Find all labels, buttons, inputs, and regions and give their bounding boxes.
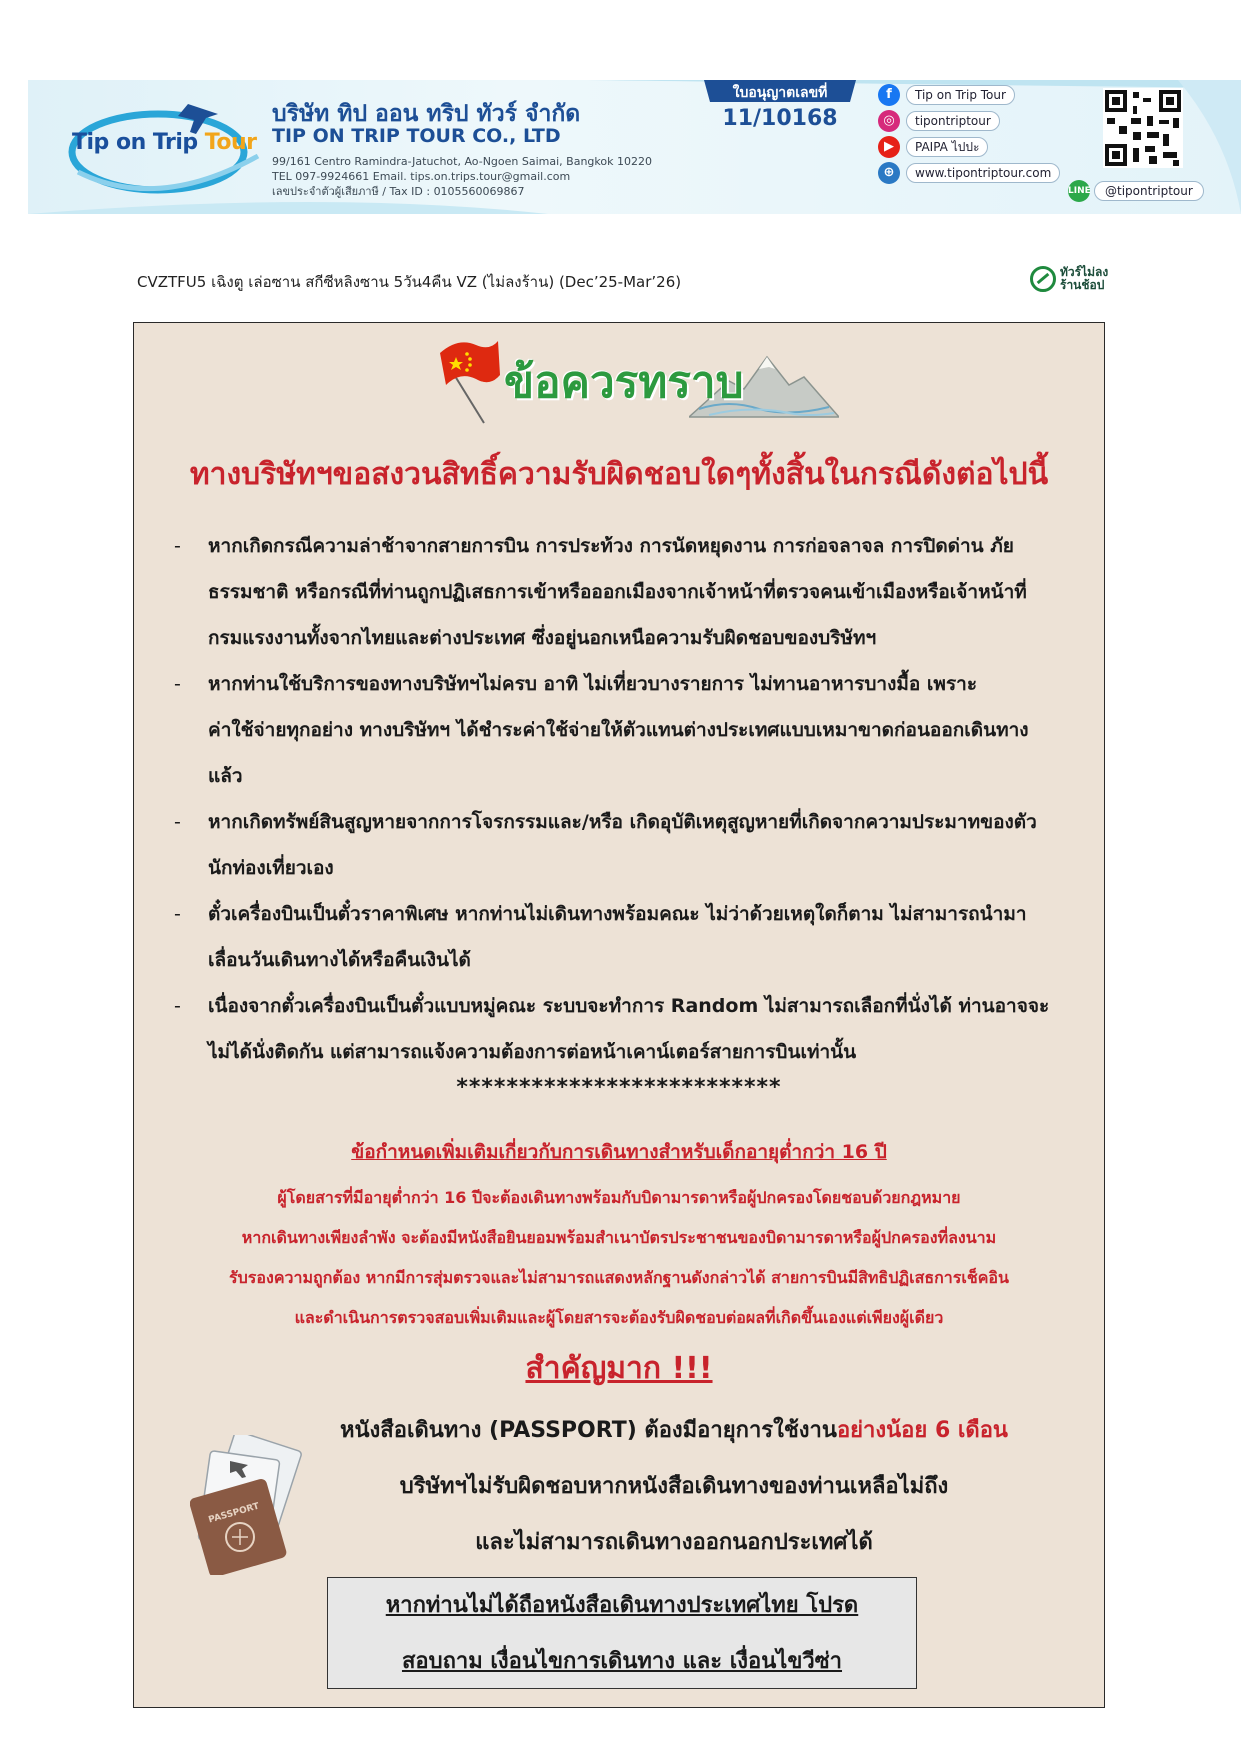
minor-requirements-title: ข้อกำหนดเพิ่มเติมเกี่ยวกับการเดินทางสำหรับเด็กอายุต่ำกว่า 16 ปี bbox=[351, 1141, 887, 1163]
youtube-icon: ▶ bbox=[878, 136, 900, 158]
china-flag-icon bbox=[436, 335, 506, 425]
notice-panel bbox=[133, 322, 1105, 1708]
line-icon: LINE bbox=[1068, 180, 1090, 202]
minor-requirement-line: และดำเนินการตรวจสอบเพิ่มเติมและผู้โดยสารจะต้องรับผิดชอบต่อผลที่เกิดขึ้นเองแต่เพียงผู้เดียว bbox=[294, 1308, 944, 1327]
company-contact: TEL 097-9924661 Email. tips.on.trips.tour@gmail.com bbox=[272, 170, 571, 183]
disclaimer-list bbox=[174, 523, 1074, 1075]
no-shop-icon bbox=[1030, 266, 1056, 292]
notice-title: ข้อควรทราบ bbox=[504, 357, 744, 408]
youtube-label: PAIPA ไปปะ bbox=[906, 137, 988, 157]
line-link[interactable] bbox=[1068, 180, 1204, 202]
passport-line1: หนังสือเดินทาง (PASSPORT) ต้องมีอายุการใช้งาน bbox=[340, 1418, 837, 1443]
tour-code-title: CVZTFU5 เฉิงตู เล่อซาน สกีซีหลิงซาน 5วัน4คืน VZ (ไม่ลงร้าน) (Dec’25-Mar’26) bbox=[137, 273, 682, 291]
website-link[interactable] bbox=[878, 162, 1060, 184]
company-name-en: TIP ON TRIP TOUR CO., LTD bbox=[272, 125, 561, 147]
facebook-icon: f bbox=[878, 84, 900, 106]
note-line2: สอบถาม เงื่อนไขการเดินทาง และ เงื่อนไขวีซ่า bbox=[401, 1649, 843, 1674]
company-address-block bbox=[272, 154, 652, 199]
company-name-th: บริษัท ทิป ออน ทริป ทัวร์ จำกัด bbox=[272, 101, 581, 127]
minor-requirement-line: รับรองความถูกต้อง หากมีการสุ่มตรวจและไม่สามารถแสดงหลักฐานดังกล่าวได้ สายการบินมีสิทธิปฏิเสธการเช็คอิน bbox=[229, 1268, 1009, 1287]
license-label: ใบอนุญาตเลขที่ bbox=[732, 85, 828, 101]
passport-validity-notice bbox=[244, 1403, 1104, 1571]
no-shop-line2: ร้านช้อป bbox=[1060, 278, 1105, 292]
passport-line2: บริษัทฯไม่รับผิดชอบหากหนังสือเดินทางของท่านเหลือไม่ถึง bbox=[399, 1474, 949, 1499]
company-header-banner bbox=[28, 80, 1241, 214]
disclaimer-item: - หากท่านใช้บริการของทางบริษัทฯไม่ครบ อาทิ ไม่เที่ยวบางรายการ ไม่ทานอาหารบางมื้อ เพราะ ค่าใช้จ่ายทุกอย่าง ทางบริษัทฯ ได้ชำระค่าใช้จ่ายให้ตัวแทนต่างประเทศแบบเหมาขาดก่อนออกเดินทาง แล้ว bbox=[174, 661, 1074, 799]
no-shopping-badge bbox=[1030, 266, 1108, 292]
facebook-link[interactable] bbox=[878, 84, 1015, 106]
license-number: 11/10168 bbox=[722, 106, 838, 131]
youtube-link[interactable] bbox=[878, 136, 988, 158]
minor-requirements-body bbox=[134, 1178, 1104, 1338]
disclaimer-item: - ตั๋วเครื่องบินเป็นตั๋วราคาพิเศษ หากท่านไม่เดินทางพร้อมคณะ ไม่ว่าด้วยเหตุใดก็ตาม ไม่สามารถนำมา เลื่อนวันเดินทางได้หรือคืนเงินได้ bbox=[174, 891, 1074, 983]
qr-code bbox=[1103, 88, 1183, 168]
minor-requirement-line: ผู้โดยสารที่มีอายุต่ำกว่า 16 ปีจะต้องเดินทางพร้อมกับบิดามารดาหรือผู้ปกครองโดยชอบด้วยกฎหมาย bbox=[277, 1188, 961, 1207]
minor-requirement-line: หากเดินทางเพียงลำพัง จะต้องมีหนังสือยินยอมพร้อมสำเนาบัตรประชาชนของบิดามารดาหรือผู้ปกครองที่ลงนาม bbox=[241, 1228, 997, 1247]
star-divider: ************************** bbox=[456, 1075, 782, 1100]
globe-icon: ⊕ bbox=[878, 162, 900, 184]
note-line1: หากท่านไม่ได้ถือหนังสือเดินทางประเทศไทย โปรด bbox=[385, 1593, 859, 1618]
disclaimer-item: - หากเกิดกรณีความล่าช้าจากสายการบิน การประท้วง การนัดหยุดงาน การก่อจลาจล การปิดด่าน ภัย ธรรมชาติ หรือกรณีที่ท่านถูกปฏิเสธการเข้าหรือออกเมืองจากเจ้าหน้าที่ตรวจคนเข้าเมืองหรือเจ้าหน้าที่ กรมแรงงานทั้งจากไทยและต่างประเทศ ซึ่งอยู่นอกเหนือความรับผิดชอบของบริษัทฯ bbox=[174, 523, 1074, 661]
company-tax-id: เลขประจำตัวผู้เสียภาษี / Tax ID : 0105560069867 bbox=[272, 185, 525, 198]
no-shop-line1: ทัวร์ไม่ลง bbox=[1060, 265, 1109, 279]
important-heading: สำคัญมาก !!! bbox=[525, 1351, 713, 1386]
disclaimer-item: - หากเกิดทรัพย์สินสูญหายจากการโจรกรรมและ/หรือ เกิดอุบัติเหตุสูญหายที่เกิดจากความประมาทของตัว นักท่องเที่ยวเอง bbox=[174, 799, 1074, 891]
website-label: www.tipontriptour.com bbox=[906, 163, 1060, 183]
svg-text:PASSPORT: PASSPORT bbox=[207, 1501, 261, 1526]
company-address: 99/161 Centro Ramindra-Jatuchot, Ao-Ngoen Saimai, Bangkok 10220 bbox=[272, 155, 652, 168]
passport-validity-highlight: อย่างน้อย 6 เดือน bbox=[836, 1418, 1008, 1443]
notice-subtitle: ทางบริษัทฯขอสงวนสิทธิ์ความรับผิดชอบใดๆทั้งสิ้นในกรณีดังต่อไปนี้ bbox=[189, 457, 1049, 492]
non-thai-passport-note bbox=[327, 1577, 917, 1689]
facebook-label: Tip on Trip Tour bbox=[906, 85, 1015, 105]
instagram-icon: ◎ bbox=[878, 110, 900, 132]
instagram-link[interactable] bbox=[878, 110, 1000, 132]
passport-line3: และไม่สามารถเดินทางออกนอกประเทศได้ bbox=[475, 1530, 873, 1555]
disclaimer-item: - เนื่องจากตั๋วเครื่องบินเป็นตั๋วแบบหมู่คณะ ระบบจะทำการ Random ไม่สามารถเลือกที่นั่งได้ ท่านอาจจะ ไม่ได้นั่งติดกัน แต่สามารถแจ้งความต้องการต่อหน้าเคาน์เตอร์สายการบินเท่านั้น bbox=[174, 983, 1074, 1075]
logo-wordmark: Tip on Trip Tour bbox=[72, 130, 257, 155]
instagram-label: tipontriptour bbox=[906, 111, 1000, 131]
line-id-label: @tipontriptour bbox=[1094, 181, 1204, 201]
